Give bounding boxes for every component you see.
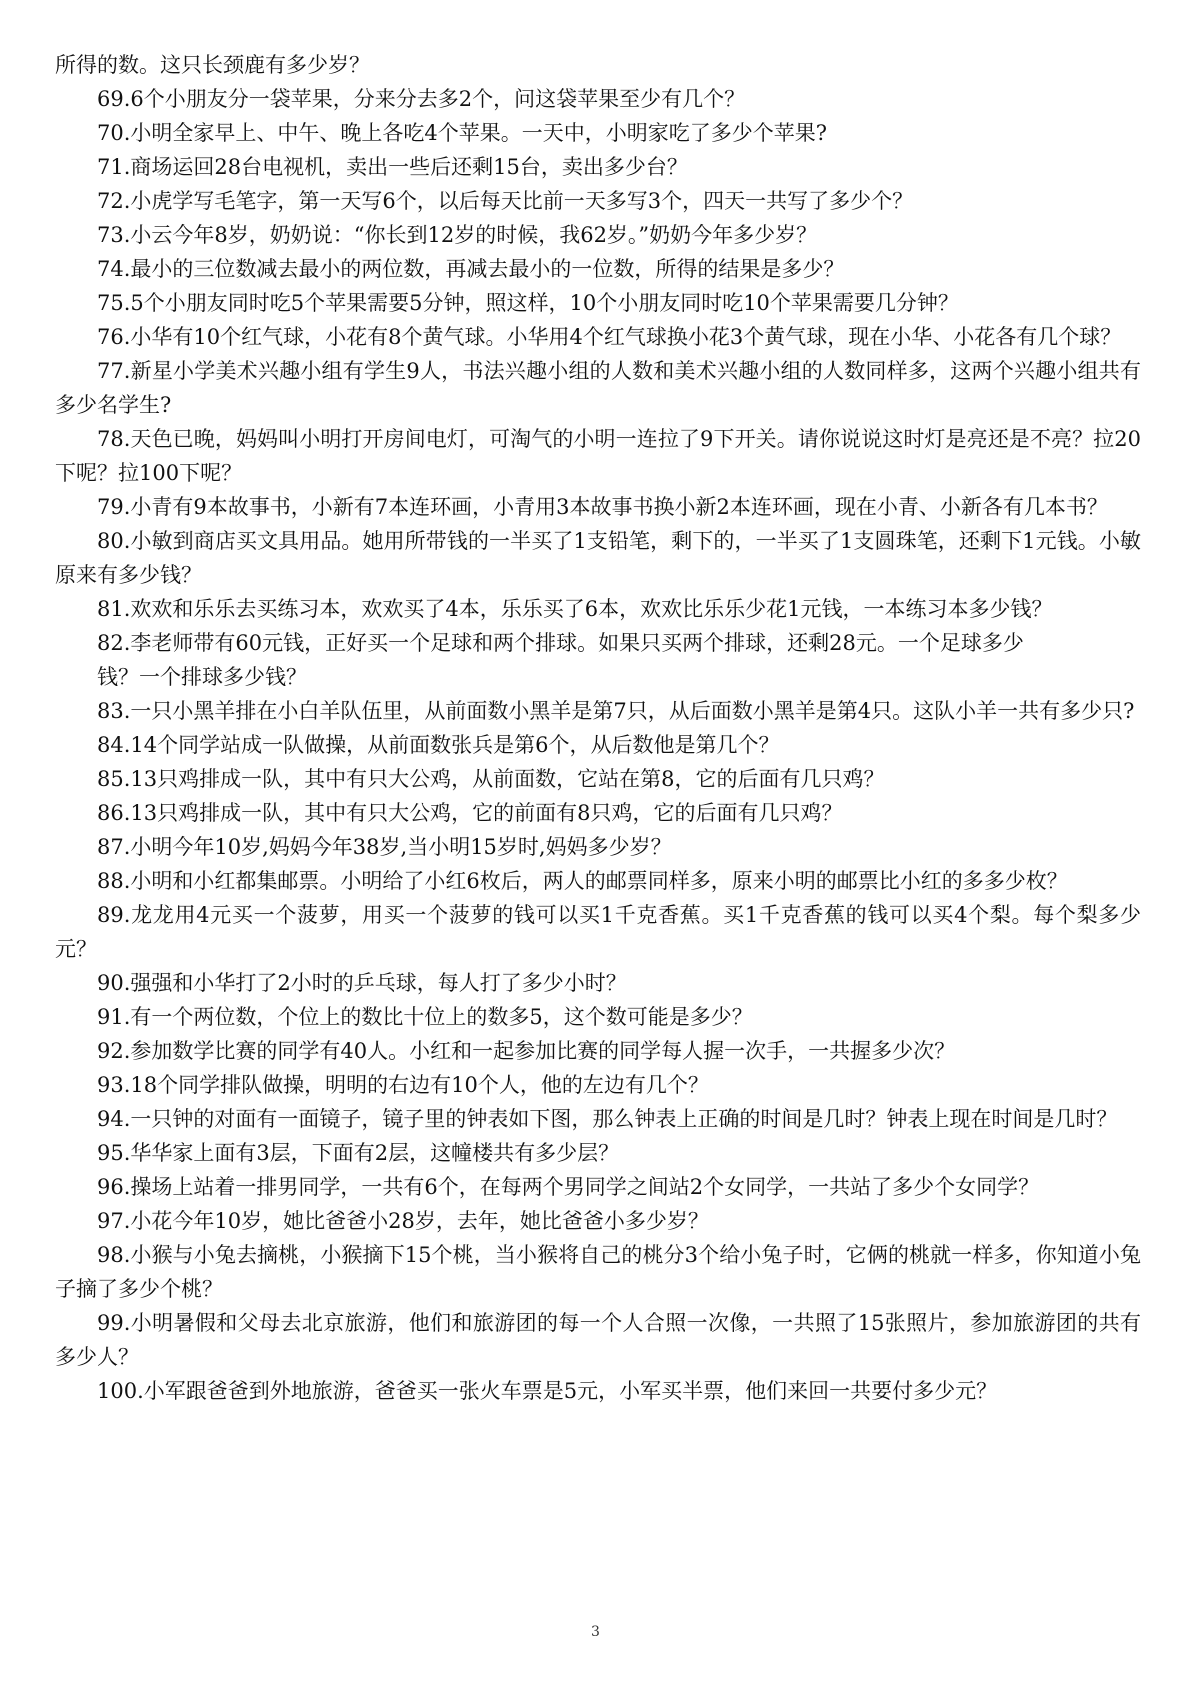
problem-item: 72.小虎学写毛笔字，第一天写6个，以后每天比前一天多写3个，四天一共写了多少个？ [97,189,914,213]
problem-item: 93.18个同学排队做操，明明的右边有10个人，他的左边有几个？ [97,1073,709,1097]
problem-item: 75.5个小朋友同时吃5个苹果需要5分钟，照这样，10个小朋友同时吃10个苹果需要几分钟？ [97,291,959,315]
problem-item: 90.强强和小华打了2小时的乒乓球，每人打了多少小时？ [97,971,627,995]
problem-item: 82.李老师带有60元钱，正好买一个足球和两个排球。如果只买两个排球，还剩28元。一个足球多少 [97,631,1024,655]
problem-item: 96.操场上站着一排男同学，一共有6个，在每两个男同学之间站2个女同学，一共站了多少个女同学？ [97,1175,1040,1199]
problem-item: 80.小敏到商店买文具用品。她用所带钱的一半买了1支铅笔，剩下的，一半买了1支圆珠笔，还剩下1元钱。小敏原来有多少钱？ [55,529,1141,587]
problem-item: 88.小明和小红都集邮票。小明给了小红6枚后，两人的邮票同样多，原来小明的邮票比小红的多多少枚？ [97,869,1068,893]
problem-item: 86.13只鸡排成一队，其中有只大公鸡，它的前面有8只鸡，它的后面有几只鸡？ [97,801,843,825]
problem-item: 71.商场运回28台电视机，卖出一些后还剩15台，卖出多少台？ [97,155,688,179]
problem-item: 98.小猴与小兔去摘桃，小猴摘下15个桃，当小猴将自己的桃分3个给小兔子时，它俩的桃就一样多，你知道小兔子摘了多少个桃？ [55,1243,1141,1301]
problem-item: 83.一只小黑羊排在小白羊队伍里，从前面数小黑羊是第7只，从后面数小黑羊是第4只。这队小羊一共有多少只? [97,699,1135,723]
problem-item: 钱？一个排球多少钱？ [97,665,307,689]
problem-item: 97.小花今年10岁，她比爸爸小28岁，去年，她比爸爸小多少岁？ [97,1209,709,1233]
problem-item: 95.华华家上面有3层，下面有2层，这幢楼共有多少层？ [97,1141,620,1165]
problem-item: 76.小华有10个红气球，小花有8个黄气球。小华用4个红气球换小花3个黄气球，现在小华、小花各有几个球？ [97,325,1122,349]
problem-item: 85.13只鸡排成一队，其中有只大公鸡，从前面数，它站在第8，它的后面有几只鸡？ [97,767,885,791]
problem-item: 91.有一个两位数，个位上的数比十位上的数多5，这个数可能是多少？ [97,1005,753,1029]
problem-item: 99.小明暑假和父母去北京旅游，他们和旅游团的每一个人合照一次像，一共照了15张照片，参加旅游团的共有多少人？ [55,1311,1141,1369]
problem-item: 81.欢欢和乐乐去买练习本，欢欢买了4本，乐乐买了6本，欢欢比乐乐少花1元钱，一本练习本多少钱？ [97,597,1053,621]
problem-item: 89.龙龙用4元买一个菠萝，用买一个菠萝的钱可以买1千克香蕉。买1千克香蕉的钱可以买4个梨。每个梨多少元？ [55,903,1141,961]
problem-item: 84.14个同学站成一队做操，从前面数张兵是第6个，从后数他是第几个？ [97,733,780,757]
problem-item: 79.小青有9本故事书，小新有7本连环画，小青用3本故事书换小新2本连环画，现在小青、小新各有几本书？ [97,495,1108,519]
problem-item: 92.参加数学比赛的同学有40人。小红和一起参加比赛的同学每人握一次手，一共握多少次？ [97,1039,956,1063]
problem-item: 73.小云今年8岁，奶奶说：“你长到12岁的时候，我62岁。”奶奶今年多少岁？ [97,223,818,247]
problem-item: 77.新星小学美术兴趣小组有学生9人，书法兴趣小组的人数和美术兴趣小组的人数同样多，这两个兴趣小组共有多少名学生? [55,359,1141,417]
continued-text: 所得的数。这只长颈鹿有多少岁？ [55,53,370,77]
problem-item: 70.小明全家早上、中午、晚上各吃4个苹果。一天中，小明家吃了多少个苹果? [97,121,828,145]
problem-item: 100.小军跟爸爸到外地旅游，爸爸买一张火车票是5元，小军买半票，他们来回一共要付多少元？ [97,1379,998,1403]
problem-item: 69.6个小朋友分一袋苹果，分来分去多2个，问这袋苹果至少有几个？ [97,87,746,111]
problem-item: 74.最小的三位数减去最小的两位数，再减去最小的一位数，所得的结果是多少？ [97,257,845,281]
problem-list [55,48,1141,1408]
problem-item: 87.小明今年10岁,妈妈今年38岁,当小明15岁时,妈妈多少岁？ [97,835,672,859]
problem-item: 78.天色已晚，妈妈叫小明打开房间电灯，可淘气的小明一连拉了9下开关。请你说说这时灯是亮还是不亮？拉20下呢？拉100下呢？ [55,427,1141,485]
problem-item: 94.一只钟的对面有一面镜子，镜子里的钟表如下图，那么钟表上正确的时间是几时？钟表上现在时间是几时？ [97,1107,1118,1131]
page-number: 3 [591,1624,600,1640]
